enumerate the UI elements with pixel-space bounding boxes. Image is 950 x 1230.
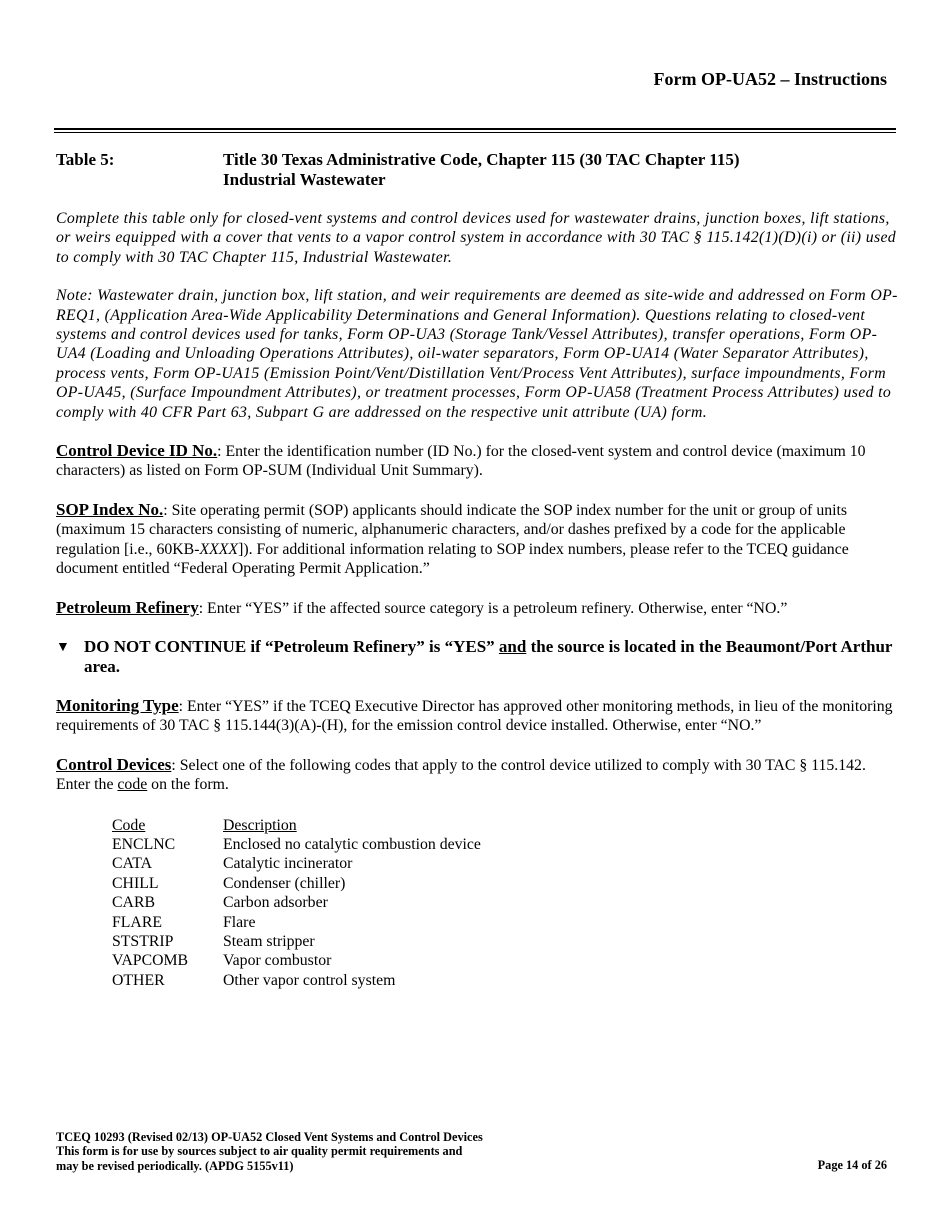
description-cell: Flare	[223, 913, 256, 931]
table-row	[112, 893, 481, 912]
code-cell: VAPCOMB	[112, 952, 189, 970]
description-cell: Other vapor control system	[223, 971, 396, 989]
footer-line-1: TCEQ 10293 (Revised 02/13) OP-UA52 Closed Vent Systems and Control Devices	[56, 1130, 483, 1144]
control-device-codes-table	[112, 816, 481, 991]
header-divider	[54, 128, 896, 133]
code-cell: FLARE	[112, 913, 163, 931]
monitoring-type-label: Monitoring Type	[56, 695, 179, 715]
footer-line-3: may be revised periodically. (APDG 5155v11)	[56, 1158, 294, 1173]
footer-form-info	[56, 1130, 483, 1173]
table-row	[112, 835, 481, 854]
table-title	[223, 150, 898, 190]
petroleum-refinery-label: Petroleum Refinery	[56, 597, 199, 617]
footer-line-2: This form is for use by sources subject to air quality permit requirements and	[56, 1144, 463, 1159]
codes-header-description: Description	[223, 816, 297, 834]
table-row	[112, 874, 481, 893]
codes-header-row	[112, 816, 481, 835]
petroleum-refinery-paragraph	[56, 598, 898, 618]
monitoring-type-text: : Enter “YES” if the TCEQ Executive Director has approved other monitoring methods, in lieu of the monitoring requirements of 30 TAC § 115.144(3)(A)-(H), for the emission control device installed. Otherwise, enter “NO.”	[56, 697, 893, 735]
table-row	[112, 951, 481, 970]
monitoring-type-paragraph	[56, 696, 898, 736]
control-device-id-text: : Enter the identification number (ID No.) for the closed-vent system and control device (maximum 10 characters) as listed on Form OP-SUM (Individual Unit Summary).	[56, 443, 866, 480]
table-row	[112, 913, 481, 932]
do-not-continue-warning	[56, 637, 898, 677]
sop-index-paragraph	[56, 500, 898, 579]
code-cell: CHILL	[112, 874, 159, 892]
control-devices-paragraph	[56, 755, 898, 795]
codes-header-code: Code	[112, 816, 146, 834]
control-device-id-label: Control Device ID No.	[56, 441, 218, 461]
table-row	[112, 971, 481, 990]
sop-index-text: : Site operating permit (SOP) applicants should indicate the SOP index number for the unit or group of units (maximum 15 characters consisting of numeric, alphanumeric characters, and/or dashes prefixed by a code for the applicable regulation [i.e., 60KB-	[56, 501, 848, 558]
page-number: Page 14 of 26	[817, 1158, 887, 1172]
control-devices-code-word: code	[117, 776, 148, 794]
document-body	[56, 150, 898, 990]
table-title-line1: Title 30 Texas Administrative Code, Chapter 115 (30 TAC Chapter 115)	[223, 150, 740, 169]
warning-and: and	[498, 636, 527, 656]
table-heading	[56, 150, 898, 190]
table-row	[112, 854, 481, 873]
control-devices-text-end: on the form.	[147, 776, 229, 794]
sop-index-label: SOP Index No.	[56, 499, 164, 519]
table-title-line2: Industrial Wastewater	[223, 170, 386, 189]
description-cell: Carbon adsorber	[223, 894, 328, 912]
code-cell: ENCLNC	[112, 835, 176, 853]
table-number: Table 5:	[56, 150, 115, 169]
code-cell: STSTRIP	[112, 932, 174, 950]
control-devices-text: : Select one of the following codes that apply to the control device utilized to comply with 30 TAC § 115.142. Enter the	[56, 756, 866, 794]
description-cell: Condenser (chiller)	[223, 874, 346, 892]
warning-text-start: DO NOT CONTINUE if “Petroleum Refinery” is “YES”	[84, 636, 499, 656]
control-devices-label: Control Devices	[56, 754, 172, 774]
warning-text	[84, 637, 898, 677]
description-cell: Vapor combustor	[223, 952, 332, 970]
form-title: Form OP-UA52 – Instructions	[653, 69, 887, 89]
note-paragraph: Note: Wastewater drain, junction box, lift station, and weir requirements are deemed as site-wide and addressed on Form OP-REQ1, (Application Area-Wide Applicability Determinations and General Information). Questions relating to closed-vent systems and control devices used for tanks, Form OP-UA3 (Storage Tank/Vessel Attributes), transfer operations, Form OP-UA4 (Loading and Unloading Operations Attributes), oil-water separators, Form OP-UA14 (Water Separator Attributes), process vents, Form OP-UA15 (Emission Point/Vent/Distillation Vent/Process Vent Attributes), surface impoundments, Form OP-UA45, (Surface Impoundment Attributes), or treatment processes, Form OP-UA58 (Treatment Process Attributes) used to comply with 40 CFR Part 63, Subpart G are addressed on the respective unit attribute (UA) form.	[56, 287, 898, 421]
description-cell: Enclosed no catalytic combustion device	[223, 835, 481, 853]
code-cell: CARB	[112, 894, 156, 912]
description-cell: Steam stripper	[223, 932, 315, 950]
control-device-id-paragraph	[56, 441, 898, 481]
table-row	[112, 932, 481, 951]
description-cell: Catalytic incinerator	[223, 855, 353, 873]
down-triangle-icon: ▼	[56, 639, 70, 655]
sop-index-text-end: ]). For additional information relating to SOP index numbers, please refer to the TCEQ guidance document entitled “Federal Operating Permit Application.”	[56, 540, 849, 578]
sop-index-placeholder: XXXX	[199, 540, 239, 558]
warning-text-end: the source is located in the Beaumont/Port Arthur area.	[84, 636, 893, 676]
intro-paragraph: Complete this table only for closed-vent systems and control devices used for wastewater drains, junction boxes, lift stations, or weirs equipped with a cover that vents to a vapor control system in accordance with 30 TAC § 115.142(1)(D)(i) or (ii) used to comply with 30 TAC Chapter 115, Industrial Wastewater.	[56, 210, 897, 266]
code-cell: OTHER	[112, 971, 165, 989]
code-cell: CATA	[112, 855, 152, 873]
petroleum-refinery-text: : Enter “YES” if the affected source category is a petroleum refinery. Otherwise, enter “NO.”	[198, 599, 788, 617]
